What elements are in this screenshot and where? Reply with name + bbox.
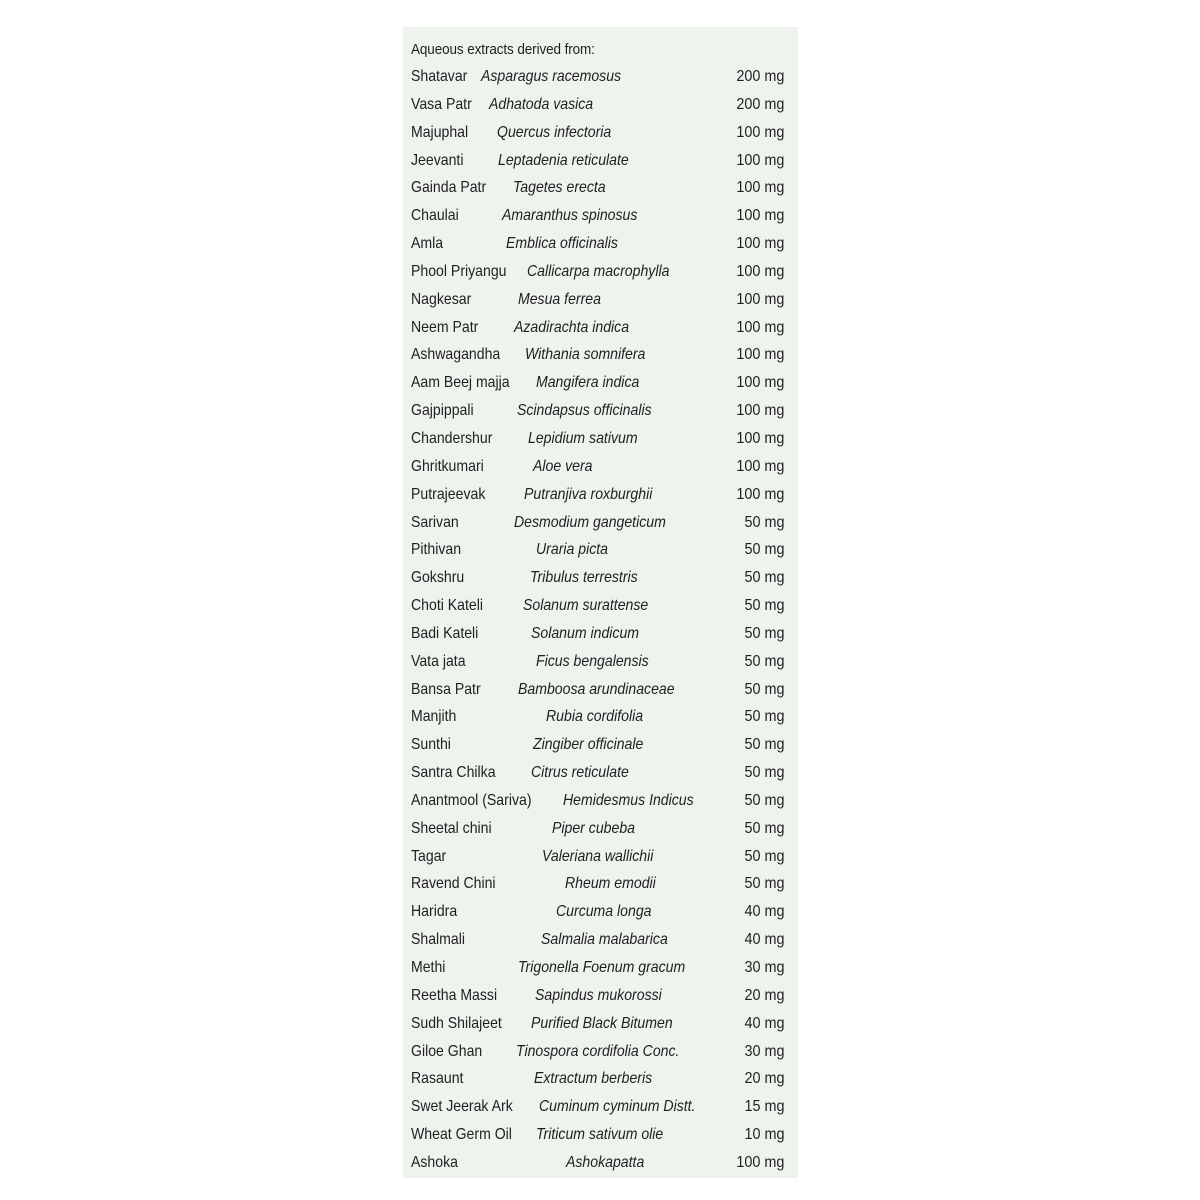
dose-amount: 40 mg: [743, 931, 784, 949]
common-name: Bansa Patr: [411, 680, 481, 698]
ingredient-row: [411, 982, 798, 1010]
dose-amount: 100 mg: [735, 457, 784, 475]
dose-amount: 50 mg: [743, 819, 784, 837]
ingredient-row: [411, 759, 798, 787]
botanical-name: Scindapsus officinalis: [517, 402, 652, 420]
botanical-name: Quercus infectoria: [497, 123, 612, 141]
common-name: Neem Patr: [411, 318, 479, 336]
dose-amount: 50 mg: [743, 569, 784, 587]
botanical-name: Adhatoda vasica: [489, 95, 594, 113]
common-name: Sarivan: [411, 513, 459, 531]
ingredient-row: [411, 1065, 798, 1093]
common-name: Vata jata: [411, 652, 466, 670]
ingredient-row: [411, 286, 798, 314]
ingredient-row: [411, 731, 798, 759]
common-name: Manjith: [411, 708, 457, 726]
ingredient-row: [411, 119, 798, 147]
botanical-name: Valeriana wallichii: [542, 847, 654, 865]
botanical-name: Azadirachta indica: [514, 318, 630, 336]
dose-amount: 50 mg: [743, 541, 784, 559]
common-name: Phool Priyangu: [411, 262, 507, 280]
botanical-name: Salmalia malabarica: [541, 931, 668, 949]
botanical-name: Cuminum cyminum Distt.: [539, 1098, 696, 1116]
dose-amount: 20 mg: [743, 1070, 784, 1088]
dose-amount: 30 mg: [743, 1042, 784, 1060]
dose-amount: 100 mg: [735, 402, 784, 420]
ingredient-row: [411, 620, 798, 648]
common-name: Aam Beej majja: [411, 374, 510, 392]
botanical-name: Zingiber officinale: [533, 736, 644, 754]
ingredient-row: [411, 314, 798, 342]
botanical-name: Callicarpa macrophylla: [527, 262, 670, 280]
dose-amount: 50 mg: [743, 597, 784, 615]
dose-amount: 200 mg: [735, 68, 784, 85]
dose-amount: 50 mg: [743, 708, 784, 726]
ingredient-row: [411, 703, 798, 731]
ingredient-row: [411, 369, 798, 397]
common-name: Shatavar: [411, 68, 468, 85]
dose-amount: 100 mg: [735, 485, 784, 503]
dose-amount: 100 mg: [735, 179, 784, 197]
common-name: Vasa Patr: [411, 95, 472, 113]
ingredient-row: [411, 63, 798, 91]
dose-amount: 100 mg: [735, 151, 784, 169]
botanical-name: Withania somnifera: [525, 346, 646, 364]
dose-amount: 50 mg: [743, 847, 784, 865]
ingredient-row: [411, 898, 798, 926]
dose-amount: 20 mg: [743, 986, 784, 1004]
ingredient-row: [411, 258, 798, 286]
botanical-name: Mesua ferrea: [518, 290, 601, 308]
dose-amount: 200 mg: [735, 95, 784, 113]
dose-amount: 100 mg: [735, 207, 784, 225]
common-name: Ghritkumari: [411, 457, 484, 475]
dose-amount: 100 mg: [735, 1153, 784, 1171]
dose-amount: 50 mg: [743, 764, 784, 782]
dose-amount: 50 mg: [743, 513, 784, 531]
common-name: Ashoka: [411, 1153, 458, 1171]
dose-amount: 50 mg: [743, 652, 784, 670]
botanical-name: Solanum surattense: [523, 597, 649, 615]
common-name: Rasaunt: [411, 1070, 464, 1088]
ingredient-row: [411, 453, 798, 481]
common-name: Pithivan: [411, 541, 462, 559]
dose-amount: 15 mg: [743, 1098, 784, 1116]
botanical-name: Tribulus terrestris: [530, 569, 638, 587]
common-name: Santra Chilka: [411, 764, 496, 782]
ingredient-row: [411, 592, 798, 620]
common-name: Haridra: [411, 903, 458, 921]
common-name: Choti Kateli: [411, 597, 484, 615]
botanical-name: Ashokapatta: [566, 1153, 645, 1171]
botanical-name: Lepidium sativum: [528, 429, 638, 447]
dose-amount: 50 mg: [743, 791, 784, 809]
botanical-name: Citrus reticulate: [531, 764, 629, 782]
botanical-name: Curcuma longa: [556, 903, 652, 921]
ingredient-row: [411, 174, 798, 202]
ingredient-row: [411, 91, 798, 119]
ingredient-row: [411, 397, 798, 425]
botanical-name: Putranjiva roxburghii: [524, 485, 653, 503]
common-name: Gokshru: [411, 569, 465, 587]
ingredient-row: [411, 202, 798, 230]
ingredient-row: [411, 926, 798, 954]
common-name: Nagkesar: [411, 290, 472, 308]
botanical-name: Purified Black Bitumen: [531, 1014, 673, 1032]
botanical-name: Tagetes erecta: [513, 179, 606, 197]
ingredient-row: [411, 1010, 798, 1038]
dose-amount: 100 mg: [735, 262, 784, 280]
common-name: Badi Kateli: [411, 624, 479, 642]
common-name: Sunthi: [411, 736, 451, 754]
botanical-name: Trigonella Foenum gracum: [518, 959, 686, 976]
common-name: Amla: [411, 235, 444, 253]
botanical-name: Solanum indicum: [531, 624, 640, 642]
botanical-name: Triticum sativum olie: [536, 1126, 664, 1144]
common-name: Giloe Ghan: [411, 1042, 483, 1060]
common-name: Methi: [411, 959, 446, 976]
botanical-name: Sapindus mukorossi: [535, 986, 662, 1004]
dose-amount: 100 mg: [735, 429, 784, 447]
dose-amount: 100 mg: [735, 123, 784, 141]
botanical-name: Leptadenia reticulate: [498, 151, 629, 169]
botanical-name: Aloe vera: [533, 457, 593, 475]
ingredient-row: [411, 843, 798, 871]
botanical-name: Tinospora cordifolia Conc.: [516, 1042, 680, 1060]
dose-amount: 50 mg: [743, 875, 784, 893]
ingredient-row: [411, 1149, 798, 1177]
common-name: Gainda Patr: [411, 179, 487, 197]
ingredient-row: [411, 676, 798, 704]
ingredient-row: [411, 536, 798, 564]
dose-amount: 100 mg: [735, 374, 784, 392]
dose-amount: 50 mg: [743, 736, 784, 754]
dose-amount: 100 mg: [735, 318, 784, 336]
dose-amount: 30 mg: [743, 959, 784, 976]
botanical-name: Asparagus racemosus: [481, 68, 622, 85]
dose-amount: 10 mg: [743, 1126, 784, 1144]
botanical-name: Piper cubeba: [552, 819, 635, 837]
ingredient-row: [411, 564, 798, 592]
dose-amount: 100 mg: [735, 346, 784, 364]
ingredient-row: [411, 648, 798, 676]
ingredient-row: [411, 1121, 798, 1149]
dose-amount: 100 mg: [735, 235, 784, 253]
ingredient-row: [411, 147, 798, 175]
common-name: Tagar: [411, 847, 447, 865]
botanical-name: Amaranthus spinosus: [502, 207, 638, 225]
ingredient-list: [411, 63, 798, 1177]
ingredient-row: [411, 230, 798, 258]
common-name: Putrajeevak: [411, 485, 486, 503]
botanical-name: Rubia cordifolia: [546, 708, 644, 726]
botanical-name: Rheum emodii: [565, 875, 656, 893]
dose-amount: 40 mg: [743, 903, 784, 921]
dose-amount: 40 mg: [743, 1014, 784, 1032]
common-name: Swet Jeerak Ark: [411, 1098, 513, 1116]
dose-amount: 50 mg: [743, 624, 784, 642]
botanical-name: Hemidesmus Indicus: [563, 791, 694, 809]
ingredient-row: [411, 787, 798, 815]
common-name: Shalmali: [411, 931, 465, 949]
label-heading: Aqueous extracts derived from:: [411, 42, 595, 58]
ingredient-row: [411, 509, 798, 537]
common-name: Jeevanti: [411, 151, 464, 169]
dose-amount: 100 mg: [735, 290, 784, 308]
botanical-name: Mangifera indica: [536, 374, 640, 392]
ingredient-row: [411, 1093, 798, 1121]
common-name: Wheat Germ Oil: [411, 1126, 512, 1144]
dose-amount: 50 mg: [743, 680, 784, 698]
botanical-name: Desmodium gangeticum: [514, 513, 666, 531]
common-name: Reetha Massi: [411, 986, 498, 1004]
ingredients-label-panel: [403, 27, 798, 1178]
ingredient-row: [411, 954, 798, 982]
botanical-name: Uraria picta: [536, 541, 608, 559]
common-name: Ashwagandha: [411, 346, 501, 364]
common-name: Majuphal: [411, 123, 469, 141]
botanical-name: Emblica officinalis: [506, 235, 618, 253]
botanical-name: Bamboosa arundinaceae: [518, 680, 675, 698]
common-name: Sheetal chini: [411, 819, 492, 837]
botanical-name: Extractum berberis: [534, 1070, 653, 1088]
common-name: Chaulai: [411, 207, 459, 225]
common-name: Chandershur: [411, 429, 493, 447]
common-name: Anantmool (Sariva): [411, 791, 532, 809]
ingredient-row: [411, 341, 798, 369]
ingredient-row: [411, 1038, 798, 1066]
ingredient-row: [411, 425, 798, 453]
common-name: Gajpippali: [411, 402, 474, 420]
ingredient-row: [411, 870, 798, 898]
common-name: Ravend Chini: [411, 875, 496, 893]
common-name: Sudh Shilajeet: [411, 1014, 502, 1032]
ingredient-row: [411, 481, 798, 509]
ingredient-row: [411, 815, 798, 843]
botanical-name: Ficus bengalensis: [536, 652, 649, 670]
